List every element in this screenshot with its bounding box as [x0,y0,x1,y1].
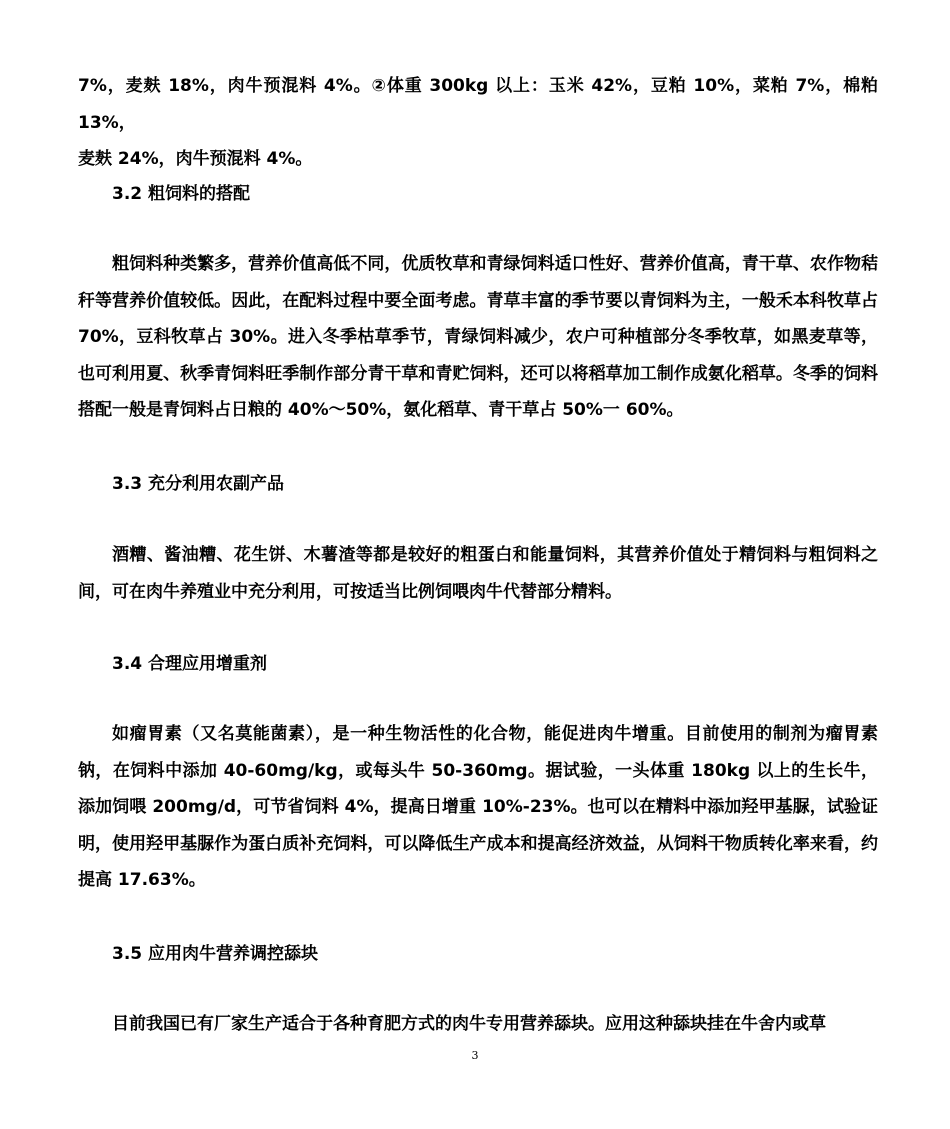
text-line: 7%，麦麸 18%，肉牛预混料 4%。②体重 300kg 以上：玉米 42%，豆粕 10%，菜粕 7%，棉粕 13%， [78,76,878,133]
section-heading-3-2: 3.2 粗饲料的搭配 [112,184,251,204]
section-heading-3-4: 3.4 合理应用增重剂 [112,654,268,674]
paragraph-lick-blocks: 目前我国已有厂家生产适合于各种育肥方式的肉牛专用营养舔块。应用这种舔块挂在牛舍内或草 [112,1014,826,1034]
text-line: 麦麸 24%，肉牛预混料 4%。 [78,149,313,169]
paragraph-growth-agents: 如瘤胃素（又名莫能菌素），是一种生物活性的化合物，能促进肉牛增重。目前使用的制剂为瘤胃素钠，在饲料中添加 40-60mg/kg，或每头牛 50-360mg。据试验，一头体重 180kg 以上的生长牛，添加饲喂 200mg/d，可节省饲料 4%，提高日增重 10%-23%。也可以在精料中添加羟甲基脲，试验证明，使用羟甲基脲作为蛋白质补充饲料，可以降低生产成本和提高经济效益，从饲料干物质转化率来看，约提高 17.63%。 [78,724,878,890]
page-number: 3 [471,1049,479,1062]
paragraph-roughage: 粗饲料种类繁多，营养价值高低不同，优质牧草和青绿饲料适口性好、营养价值高，青干草、农作物秸秆等营养价值较低。因此，在配料过程中要全面考虑。青草丰富的季节要以青饲料为主，一般禾本科牧草占 70%，豆科牧草占 30%。进入冬季枯草季节，青绿饲料减少，农户可种植部分冬季牧草，如黑麦草等，也可利用夏、秋季青饲料旺季制作部分青干草和青贮饲料，还可以将稻草加工制作成氨化稻草。冬季的饲料搭配一般是青饲料占日粮的 40%～50%，氨化稻草、青干草占 50%一 60%。 [78,254,878,420]
section-heading-3-3: 3.3 充分利用农副产品 [112,474,285,494]
paragraph-concentrate-formula [78,68,878,178]
section-heading-3-5: 3.5 应用肉牛营养调控舔块 [112,944,319,964]
paragraph-byproducts: 酒糟、酱油糟、花生饼、木薯渣等都是较好的粗蛋白和能量饲料，其营养价值处于精饲料与粗饲料之间，可在肉牛养殖业中充分利用，可按适当比例饲喂肉牛代替部分精料。 [78,545,878,602]
